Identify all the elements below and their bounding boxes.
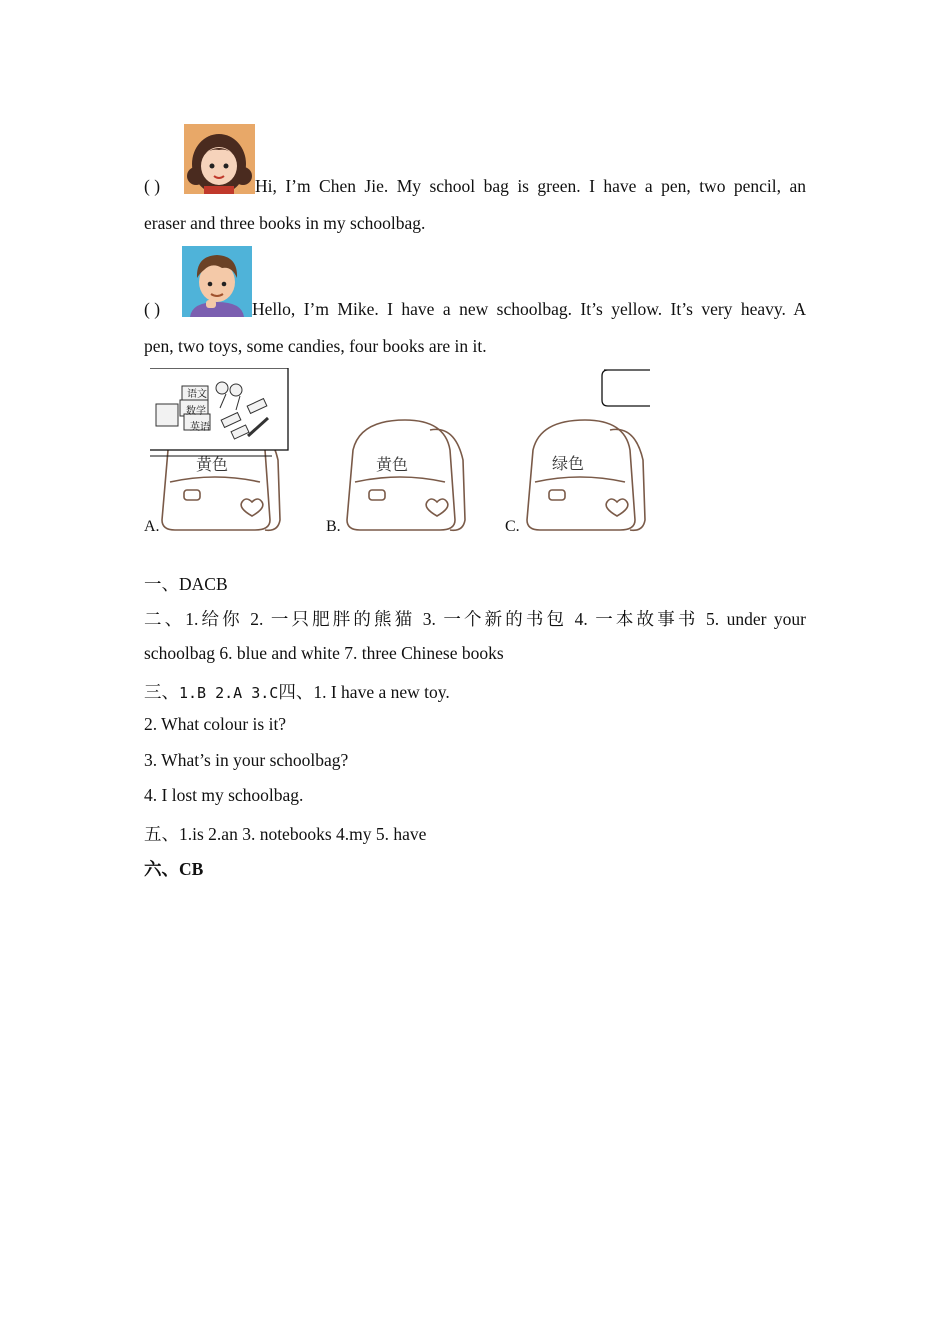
bag-b-label: 黄色 xyxy=(376,455,409,474)
answer-blank-1: ( ) xyxy=(144,176,161,196)
answer-section-1: 一、DACB xyxy=(144,574,228,594)
bag-c-label: 绿色 xyxy=(552,454,585,473)
answer-section-5: 五、1.is 2.an 3. notebooks 4.my 5. have xyxy=(144,824,427,844)
option-a-letter: A. xyxy=(144,518,160,535)
answer-section-3-values: 1.B 2.A 3.C xyxy=(179,684,279,702)
option-c-letter: C. xyxy=(505,518,520,535)
option-b-letter: B. xyxy=(326,518,341,535)
answer-section-4-item-4: 4. I lost my schoolbag. xyxy=(144,785,304,805)
answer-section-4-item-3: 3. What’s in your schoolbag? xyxy=(144,750,349,770)
question-2-line-2: pen, two toys, some candies, four books are in it. xyxy=(144,336,487,356)
answer-section-2-line-1: 二、1.给你 2. 一只肥胖的熊猫 3. 一个新的书包 4. 一本故事书 5. under your xyxy=(144,609,806,629)
book-label-english: 英语 xyxy=(190,422,210,433)
question-1-line-1: Hi, I’m Chen Jie. My school bag is green. I have a pen, two pencil, an xyxy=(255,176,806,196)
answer-blank-2: ( ) xyxy=(144,299,161,319)
question-1-line-2: eraser and three books in my schoolbag. xyxy=(144,213,426,233)
book-label-chinese: 语文 xyxy=(187,389,207,400)
answer-section-3-4 xyxy=(144,679,450,704)
question-2-line-1: Hello, I’m Mike. I have a new schoolbag. It’s yellow. It’s very heavy. A xyxy=(252,299,806,319)
answer-section-4-item-1: 四、1. I have a new toy. xyxy=(278,682,450,702)
book-label-math: 数学 xyxy=(186,406,206,417)
answer-section-4-item-2: 2. What colour is it? xyxy=(144,714,287,734)
answer-section-3-prefix: 三、 xyxy=(144,682,179,702)
bag-a-label: 黄色 xyxy=(196,455,229,474)
boy-avatar-icon xyxy=(182,246,252,317)
girl-avatar-icon xyxy=(184,124,255,194)
answer-section-2-line-2: schoolbag 6. blue and white 7. three Chinese books xyxy=(144,643,504,663)
answer-section-6: 六、CB xyxy=(144,859,204,879)
